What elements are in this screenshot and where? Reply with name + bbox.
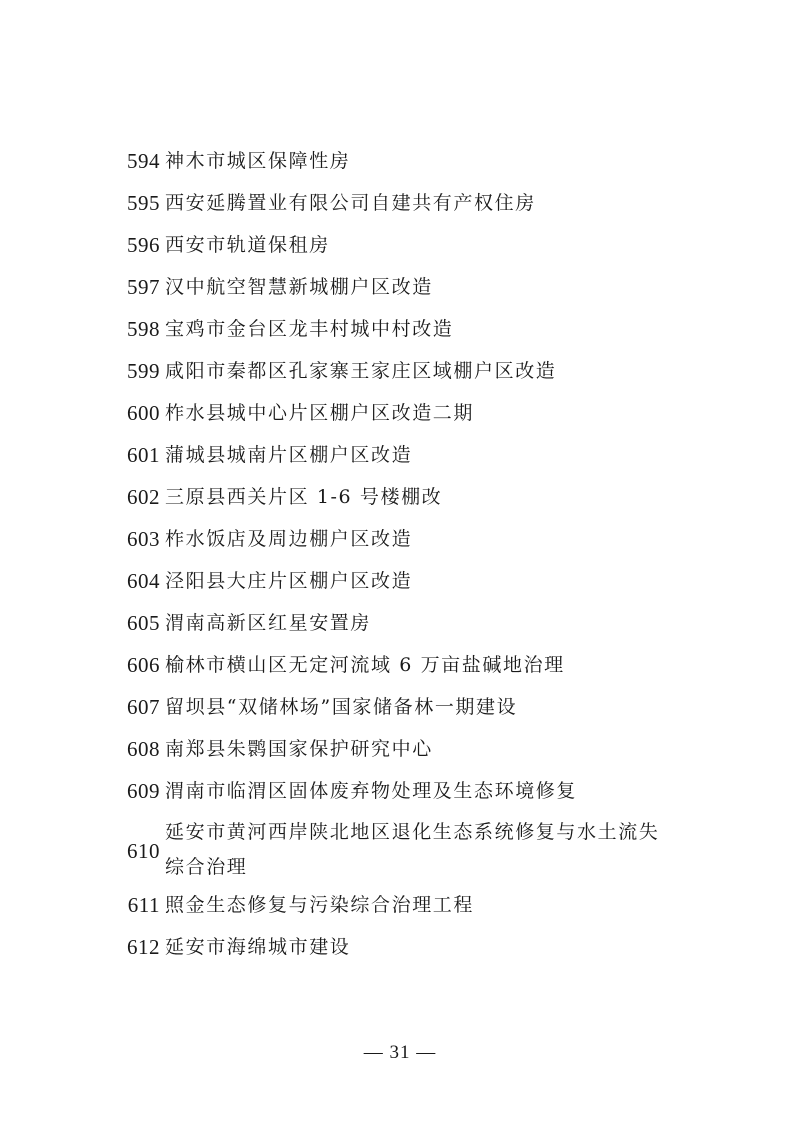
item-name: 三原县西关片区 1-6 号楼棚改 xyxy=(165,486,443,508)
item-name: 汉中航空智慧新城棚户区改造 xyxy=(165,276,433,298)
item-name: 柞水县城中心片区棚户区改造二期 xyxy=(165,402,475,424)
item-name: 渭南高新区红星安置房 xyxy=(165,612,372,634)
item-number: 611 xyxy=(127,893,160,917)
item-name xyxy=(165,815,725,885)
item-number: 608 xyxy=(127,737,160,761)
item-number: 600 xyxy=(127,401,160,425)
item-number: 596 xyxy=(127,233,160,257)
item-number: 604 xyxy=(127,569,160,593)
item-name: 神木市城区保障性房 xyxy=(165,150,351,172)
item-name-line: 延安市黄河西岸陕北地区退化生态系统修复与水土流失 xyxy=(165,821,660,843)
item-name: 蒲城县城南片区棚户区改造 xyxy=(165,444,413,466)
item-number: 602 xyxy=(127,485,160,509)
item-number: 595 xyxy=(127,191,160,215)
item-number: 612 xyxy=(127,935,160,959)
item-name-line: 综合治理 xyxy=(165,856,248,878)
item-number: 605 xyxy=(127,611,160,635)
item-name: 柞水饭店及周边棚户区改造 xyxy=(165,528,413,550)
item-number: 610 xyxy=(127,839,160,863)
item-name: 泾阳县大庄片区棚户区改造 xyxy=(165,570,413,592)
item-number: 599 xyxy=(127,359,160,383)
item-name: 西安延腾置业有限公司自建共有产权住房 xyxy=(165,192,536,214)
item-name: 延安市海绵城市建设 xyxy=(165,936,351,958)
item-number: 606 xyxy=(127,653,160,677)
item-name: 咸阳市秦都区孔家寨王家庄区域棚户区改造 xyxy=(165,360,557,382)
item-name: 西安市轨道保租房 xyxy=(165,234,330,256)
item-name: 照金生态修复与污染综合治理工程 xyxy=(165,894,475,916)
item-name: 南郑县朱鹮国家保护研究中心 xyxy=(165,738,433,760)
item-number: 598 xyxy=(127,317,160,341)
item-name: 渭南市临渭区固体废弃物处理及生态环境修复 xyxy=(165,780,578,802)
item-name: 留坝县“双储林场”国家储备林一期建设 xyxy=(165,696,518,718)
item-name: 榆林市横山区无定河流域 6 万亩盐碱地治理 xyxy=(165,654,565,676)
page-number: — 31 — xyxy=(363,1042,437,1063)
item-number: 603 xyxy=(127,527,160,551)
item-number: 601 xyxy=(127,443,160,467)
item-number: 607 xyxy=(127,695,160,719)
item-number: 609 xyxy=(127,779,160,803)
item-number: 594 xyxy=(127,149,160,173)
item-name: 宝鸡市金台区龙丰村城中村改造 xyxy=(165,318,454,340)
item-number: 597 xyxy=(127,275,160,299)
